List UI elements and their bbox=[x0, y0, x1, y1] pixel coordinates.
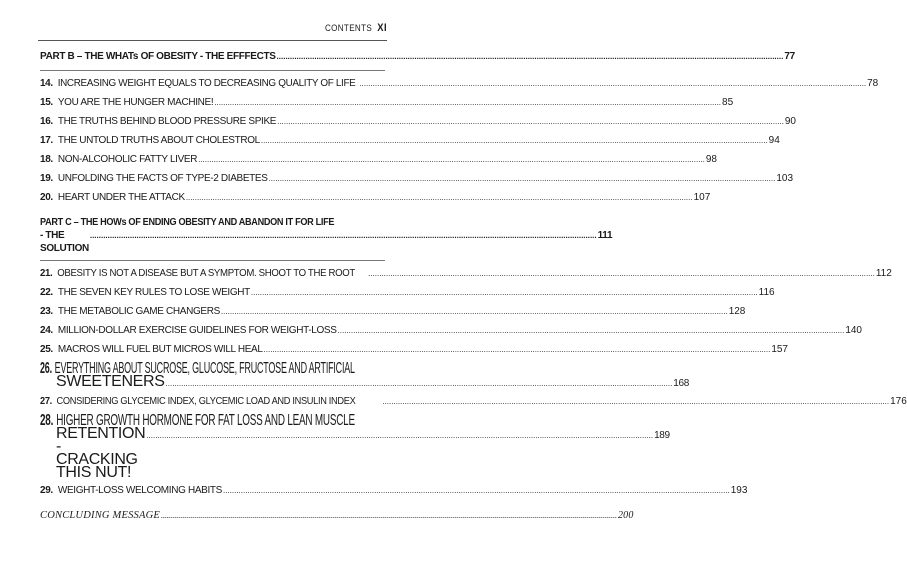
part-b-title: PART B – THE WHATs OF OBESITY - THE EFFFECTS bbox=[40, 51, 276, 62]
entry-number: 19. bbox=[40, 173, 53, 184]
toc-entry[interactable] bbox=[40, 484, 748, 503]
entry-number: 25. bbox=[40, 344, 53, 355]
part-c-rule bbox=[40, 260, 385, 261]
dot-leader bbox=[146, 429, 653, 442]
toc-entry[interactable] bbox=[40, 412, 670, 481]
entry-page: 85 bbox=[722, 97, 734, 108]
entry-title: OBESITY IS NOT A DISEASE BUT A SYMPTOM. SHOOT TO THE ROOT bbox=[57, 268, 355, 279]
part-b-page: 77 bbox=[784, 51, 795, 62]
toc-entry[interactable] bbox=[40, 267, 892, 286]
entry-page: 112 bbox=[875, 268, 892, 279]
part-b-heading[interactable] bbox=[40, 50, 795, 69]
toc-entry[interactable] bbox=[40, 324, 862, 343]
entry-title: NON-ALCOHOLIC FATTY LIVER bbox=[57, 154, 198, 165]
dot-leader bbox=[382, 395, 889, 408]
entry-title: THE METABOLIC GAME CHANGERS bbox=[57, 306, 220, 317]
entry-title-line2: SWEETENERS bbox=[56, 373, 165, 390]
concluding-title: CONCLUDING MESSAGE bbox=[40, 510, 160, 521]
entry-number: 15. bbox=[40, 97, 53, 108]
dot-leader bbox=[251, 286, 758, 299]
entry-title: INCREASING WEIGHT EQUALS TO DECREASING QUALITY OF LIFE bbox=[57, 78, 356, 89]
dot-leader bbox=[277, 50, 784, 63]
toc-entry[interactable] bbox=[40, 191, 711, 210]
entry-title: CONSIDERING GLYCEMIC INDEX, GLYCEMIC LOAD AND INSULIN INDEX bbox=[56, 396, 356, 407]
concluding-page: 200 bbox=[617, 510, 634, 521]
dot-leader bbox=[277, 115, 784, 128]
dot-leader bbox=[269, 172, 776, 185]
part-c-entries bbox=[40, 267, 907, 503]
entry-title: THE TRUTHS BEHIND BLOOD PRESSURE SPIKE bbox=[57, 116, 277, 127]
part-c-title-line2: - THE SOLUTION bbox=[40, 230, 89, 254]
part-b-entries bbox=[40, 77, 879, 210]
toc-entry[interactable] bbox=[40, 77, 879, 96]
entry-page: 193 bbox=[730, 485, 748, 496]
dot-leader bbox=[223, 484, 730, 497]
entry-title: UNFOLDING THE FACTS OF TYPE-2 DIABETES bbox=[57, 173, 268, 184]
dot-leader bbox=[338, 324, 845, 337]
entry-title: THE UNTOLD TRUTHS ABOUT CHOLESTROL bbox=[57, 135, 260, 146]
entry-number: 14. bbox=[40, 78, 53, 89]
entry-page: 98 bbox=[705, 154, 717, 165]
toc-entry[interactable] bbox=[40, 153, 717, 172]
dot-leader bbox=[221, 305, 728, 318]
entry-number: 16. bbox=[40, 116, 53, 127]
entry-page: 94 bbox=[768, 135, 780, 146]
entry-title-line2: RETENTION - CRACKING THIS NUT! bbox=[56, 425, 146, 481]
entry-number: 18. bbox=[40, 154, 53, 165]
part-b-rule bbox=[40, 70, 385, 71]
entry-page: 168 bbox=[673, 378, 689, 389]
entry-page: 140 bbox=[845, 325, 862, 336]
header-rule bbox=[38, 40, 387, 41]
entry-title: WEIGHT-LOSS WELCOMING HABITS bbox=[57, 485, 222, 496]
entry-title: MACROS WILL FUEL BUT MICROS WILL HEAL bbox=[57, 344, 263, 355]
entry-page: 90 bbox=[784, 116, 796, 127]
entry-number: 27. bbox=[40, 396, 52, 407]
entry-page: 116 bbox=[758, 287, 775, 298]
entry-page: 189 bbox=[654, 430, 670, 441]
toc-entry[interactable] bbox=[40, 115, 796, 134]
dot-leader bbox=[264, 343, 771, 356]
dot-leader bbox=[166, 377, 673, 390]
running-head bbox=[325, 22, 387, 34]
running-head-page-number: XI bbox=[377, 22, 387, 34]
entry-title-line1: EVERYTHING ABOUT SUCROSE, GLUCOSE, FRUCTOSE AND ARTIFICIAL bbox=[54, 360, 355, 377]
toc-entry[interactable] bbox=[40, 134, 780, 153]
entry-number: 17. bbox=[40, 135, 53, 146]
entry-title: THE SEVEN KEY RULES TO LOSE WEIGHT bbox=[57, 287, 250, 298]
entry-number: 21. bbox=[40, 268, 53, 279]
dot-leader bbox=[261, 134, 768, 147]
dot-leader bbox=[368, 267, 875, 280]
entry-number: 26. bbox=[40, 360, 52, 377]
entry-number: 23. bbox=[40, 306, 53, 317]
entry-number: 28. bbox=[40, 412, 54, 429]
entry-number: 22. bbox=[40, 287, 53, 298]
part-c-page: 111 bbox=[597, 230, 613, 241]
entry-page: 103 bbox=[776, 173, 794, 184]
entry-number: 29. bbox=[40, 485, 53, 496]
entry-page: 157 bbox=[771, 344, 788, 355]
dot-leader bbox=[161, 509, 617, 522]
dot-leader bbox=[359, 77, 866, 90]
toc-entry[interactable] bbox=[40, 172, 794, 191]
toc-entry[interactable] bbox=[40, 96, 734, 115]
toc-entry[interactable] bbox=[40, 360, 689, 390]
entry-page: 107 bbox=[693, 192, 711, 203]
table-of-contents bbox=[40, 50, 907, 528]
dot-leader bbox=[198, 153, 705, 166]
dot-leader bbox=[186, 191, 693, 204]
entry-title: YOU ARE THE HUNGER MACHINE! bbox=[57, 97, 214, 108]
entry-title: MILLION-DOLLAR EXERCISE GUIDELINES FOR WEIGHT-LOSS bbox=[57, 325, 337, 336]
part-c-heading[interactable] bbox=[40, 216, 613, 255]
toc-entry[interactable] bbox=[40, 286, 775, 305]
entry-title-line1: HIGHER GROWTH HORMONE FOR FAT LOSS AND LEAN MUSCLE bbox=[56, 412, 355, 429]
toc-entry[interactable] bbox=[40, 305, 746, 324]
dot-leader bbox=[90, 229, 597, 242]
dot-leader bbox=[214, 96, 721, 109]
entry-number: 24. bbox=[40, 325, 53, 336]
entry-page: 128 bbox=[728, 306, 746, 317]
entry-number: 20. bbox=[40, 192, 53, 203]
entry-page: 78 bbox=[867, 78, 879, 89]
running-head-label: CONTENTS bbox=[324, 23, 373, 34]
entry-title: HEART UNDER THE ATTACK bbox=[57, 192, 185, 203]
concluding-message-entry[interactable] bbox=[40, 509, 634, 528]
entry-page: 176 bbox=[890, 396, 907, 407]
part-c-title-line1: PART C – THE HOWs OF ENDING OBESITY AND ABANDON IT FOR LIFE bbox=[40, 217, 335, 228]
